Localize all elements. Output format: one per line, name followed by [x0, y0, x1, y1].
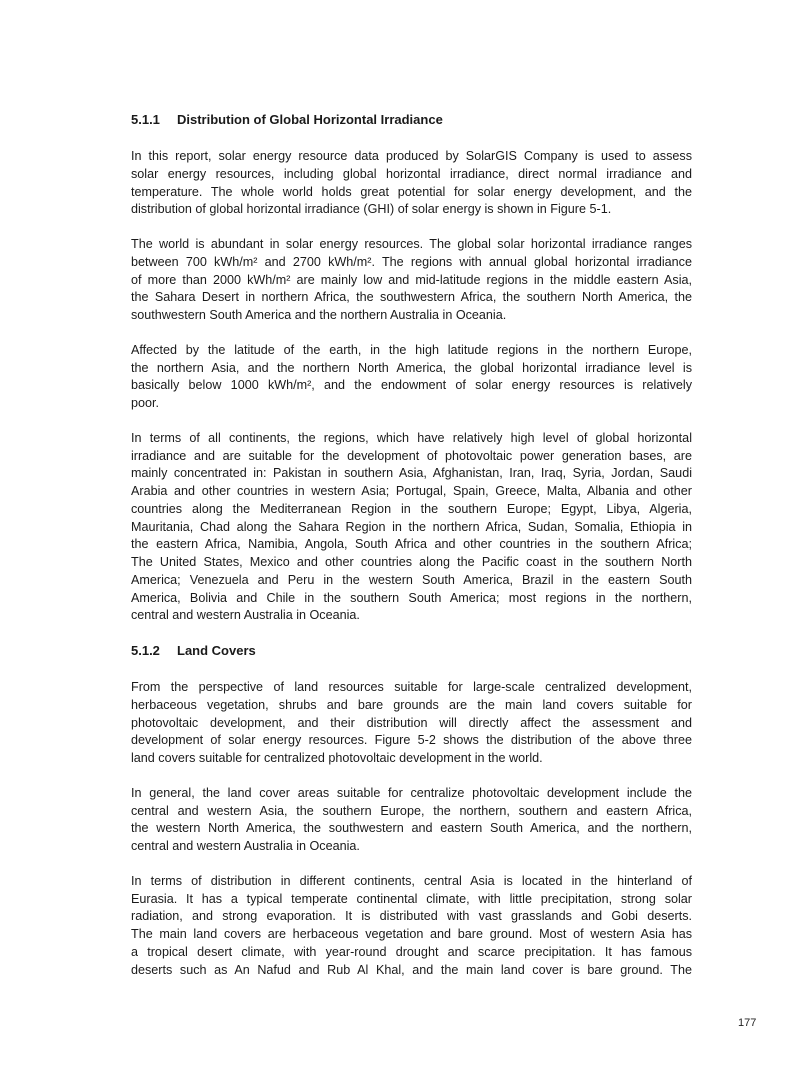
section-heading	[131, 642, 692, 660]
paragraph	[131, 236, 692, 325]
paragraph	[131, 342, 692, 413]
paragraph	[131, 148, 692, 219]
paragraph	[131, 679, 692, 768]
section-title: Distribution of Global Horizontal Irradiance	[177, 112, 443, 127]
section-number: 5.1.2	[131, 643, 160, 658]
text-line: The world is abundant in solar energy resources. The global solar horizontal irradiance ranges	[131, 237, 692, 251]
section-title: Land Covers	[177, 643, 256, 658]
text-line: countries along the Mediterranean Region in the southern Europe; Egypt, Libya, Algeria,	[131, 501, 692, 516]
text-line: distribution of global horizontal irradiance (GHI) of solar energy is shown in Figure 5-1.	[131, 202, 612, 217]
text-line: mainly concentrated in: Pakistan in southern Asia, Afghanistan, Iran, Iraq, Syria, Jordan, Saudi	[131, 466, 692, 481]
text-line: In terms of distribution in different continents, central Asia is located in the hinterland of	[131, 873, 692, 888]
text-line: southwestern South America and the northern Australia in Oceania.	[131, 308, 507, 322]
paragraph	[131, 430, 692, 625]
text-line: From the perspective of land resources suitable for large-scale centralized development,	[131, 680, 692, 694]
text-line: Mauritania, Chad along the Sahara Region in the northern Africa, Sudan, Somalia, Ethiopia in	[131, 519, 692, 534]
text-line: Affected by the latitude of the earth, in the high latitude regions in the northern Europe,	[131, 342, 692, 357]
text-line: irradiance and are suitable for the development of photovoltaic power generation bases, are	[131, 448, 692, 463]
text-line: poor.	[131, 396, 160, 410]
text-line: Eurasia. It has a typical temperate continental climate, with little precipitation, strong solar	[131, 891, 692, 906]
text-line: temperature. The whole world holds great potential for solar energy development, and the	[131, 184, 692, 199]
text-line: In general, the land cover areas suitable for centralize photovoltaic development include the	[131, 785, 692, 800]
paragraph	[131, 785, 692, 856]
text-line: development of solar energy resources. Figure 5-2 shows the distribution of the above three	[131, 733, 692, 748]
text-line: land covers suitable for centralized photovoltaic development in the world.	[131, 751, 543, 765]
text-line: In terms of all continents, the regions, which have relatively high level of global horizontal	[131, 430, 692, 445]
text-line: central and western Australia in Oceania.	[131, 608, 360, 623]
section-number: 5.1.1	[131, 112, 160, 127]
page-number: 177	[738, 1017, 757, 1029]
text-line: the northern Asia, and the northern North America, the global horizontal irradiance level is	[131, 360, 692, 375]
text-line: of more than 2000 kWh/m² are mainly low and mid-latitude regions in the middle eastern Asia,	[131, 272, 692, 287]
text-line: central and western Australia in Oceania.	[131, 839, 360, 853]
text-line: Arabia and other countries in western Asia; Portugal, Spain, Greece, Malta, Albania and other	[131, 484, 692, 498]
text-line: central and western Asia, the southern Europe, the northern, southern and eastern Africa,	[131, 803, 692, 818]
text-line: The United States, Mexico and other countries along the Pacific coast in the southern North	[131, 555, 692, 569]
paragraph	[131, 873, 692, 980]
text-line: the Sahara Desert in northern Africa, the southwestern Africa, the southern North America, the	[131, 290, 692, 305]
text-line: the western North America, the southwestern and eastern South America, and the northern,	[131, 821, 692, 836]
text-line: solar energy resources, including global horizontal irradiance, direct normal irradiance and	[131, 166, 692, 181]
text-line: between 700 kWh/m² and 2700 kWh/m². The regions with annual global horizontal irradiance	[131, 254, 692, 269]
text-line: America; Venezuela and Peru in the western South America, Brazil in the eastern South	[131, 572, 692, 587]
text-line: a tropical desert climate, with year-round drought and scarce precipitation. It has famous	[131, 944, 692, 959]
text-line: herbaceous vegetation, shrubs and bare grounds are the main land covers suitable for	[131, 697, 692, 712]
text-line: radiation, and strong evaporation. It is distributed with vast grasslands and Gobi deserts.	[131, 909, 692, 924]
text-line: photovoltaic development, and their distribution will directly affect the assessment and	[131, 715, 692, 730]
section-heading	[131, 111, 692, 129]
text-line: basically below 1000 kWh/m², and the endowment of solar energy resources is relatively	[131, 378, 692, 393]
document-body	[131, 111, 692, 979]
text-line: deserts such as An Nafud and Rub Al Khal, and the main land cover is bare ground. The	[131, 962, 692, 977]
text-line: The main land covers are herbaceous vegetation and bare ground. Most of western Asia has	[131, 927, 692, 941]
text-line: America, Bolivia and Chile in the southern South America; most regions in the northern,	[131, 590, 692, 605]
text-line: In this report, solar energy resource data produced by SolarGIS Company is used to assess	[131, 149, 692, 163]
text-line: the eastern Africa, Namibia, Angola, South Africa and other countries in the southern Africa;	[131, 537, 692, 552]
